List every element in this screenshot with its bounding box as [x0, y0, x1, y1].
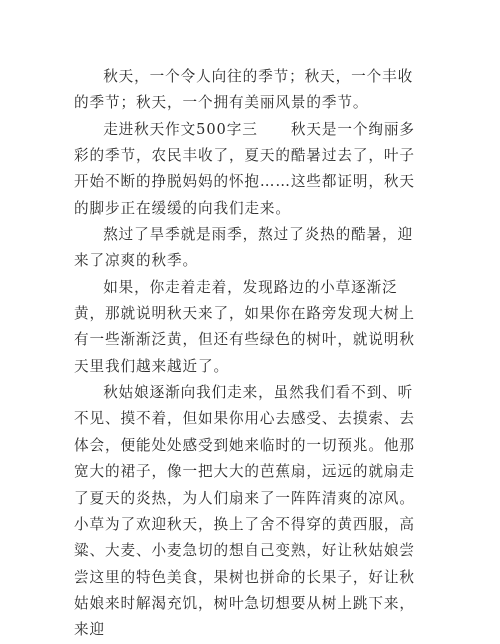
paragraph-4: 如果，你走着走着，发现路边的小草逐渐泛黄，那就说明秋天来了，如果你在路旁发现大树上有一些渐渐泛黄，但还有些绿色的树叶，就说明秋天里我们越来越近了。	[74, 278, 415, 375]
paragraph-5: 秋姑娘逐渐向我们走来，虽然我们看不到、听不见、摸不着，但如果你用心去感受、去摸索、去体会，便能处处感受到她来临时的一切预兆。他那宽大的裙子，像一把大大的芭蕉扇，远远的就扇走了夏天的炎热，为人们扇来了一阵阵清爽的凉风。小草为了欢迎秋天，换上了舍不得穿的黄西服，高粱、大麦、小麦急切的想自己变熟，好让秋姑娘尝尝这里的特色美食，果树也拼命的长果子，好让秋姑娘来时解渴充饥，树叶急切想要从树上跳下来，来迎	[74, 384, 415, 639]
paragraph-1: 秋天，一个令人向往的季节；秋天，一个丰收的季节；秋天，一个拥有美丽风景的季节。	[74, 68, 414, 112]
essay-body	[74, 64, 424, 644]
paragraph-3: 熬过了旱季就是雨季，熬过了炎热的酷暑，迎来了凉爽的秋季。	[74, 226, 414, 270]
paragraph-2: 走进秋天作文500字三 秋天是一个绚丽多彩的季节，农民丰收了，夏天的酷暑过去了，叶子开始不断的挣脱妈妈的怀抱……这些都证明，秋天的脚步正在缓缓的向我们走来。	[74, 120, 415, 217]
